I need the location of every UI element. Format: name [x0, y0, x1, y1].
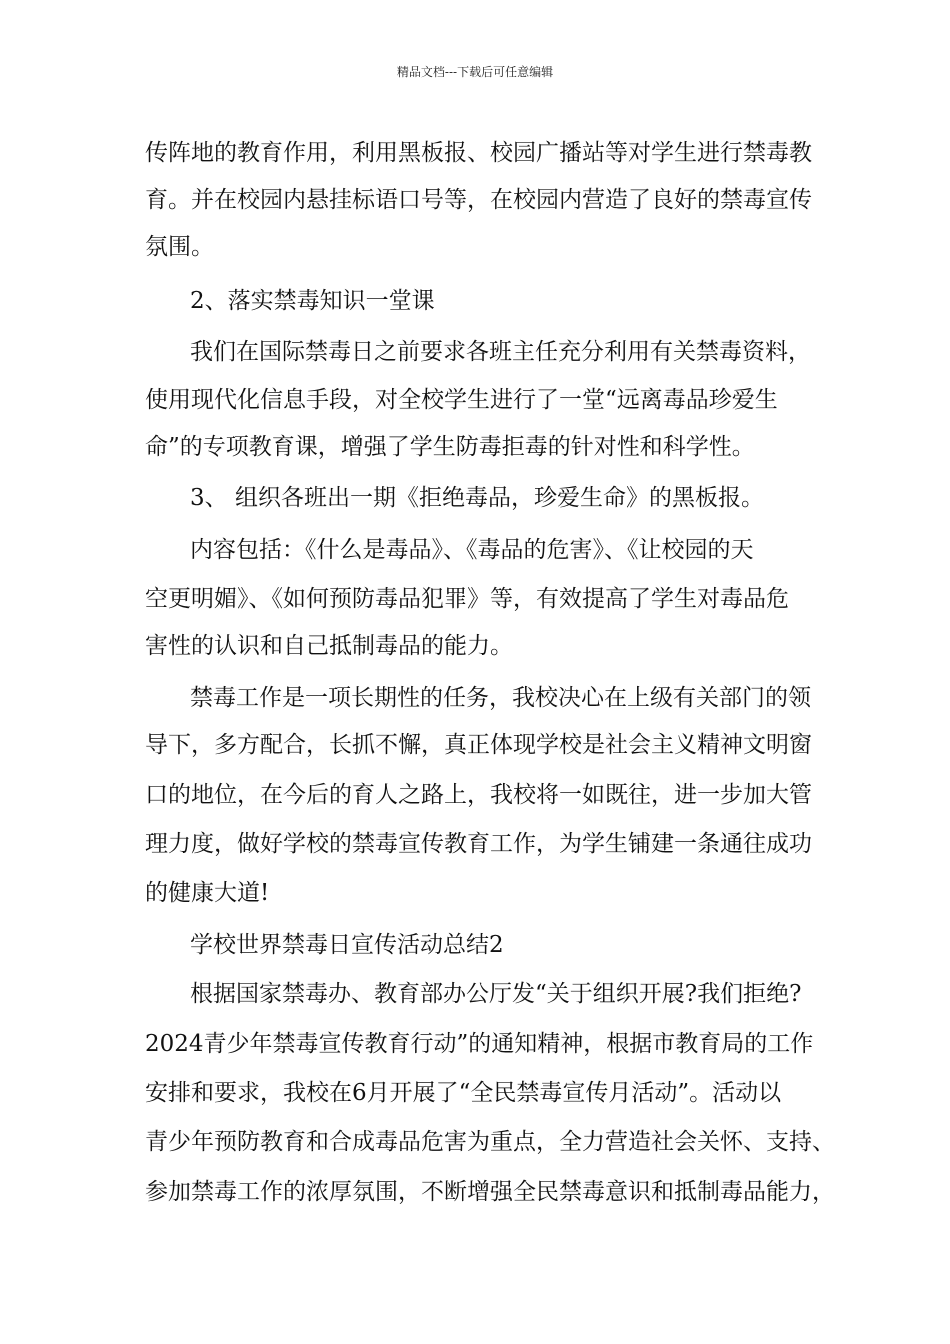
text-line: 根据国家禁毒办、教育部办公厅发“关于组织开展?我们拒绝?	[190, 981, 802, 1007]
text-line: 害性的认识和自己抵制毒品的能力。	[145, 633, 513, 659]
text-line: 内容包括：《什么是毒品》、《毒品的危害》、《让校园的天	[190, 537, 754, 563]
text-line: 口的地位，在今后的育人之路上，我校将一如既往，进一步加大管	[145, 782, 812, 808]
section-heading: 3、 组织各班出一期《拒绝毒品，珍爱生命》的黑板报。	[190, 485, 764, 511]
text-line: 我们在国际禁毒日之前要求各班主任充分利用有关禁毒资料，	[190, 339, 811, 365]
text-line: 的健康大道!	[145, 880, 270, 906]
section-heading: 2、落实禁毒知识一堂课	[190, 288, 435, 314]
text-line: 氛围。	[145, 234, 214, 260]
text-line: 安排和要求，我校在6月开展了“全民禁毒宣传月活动”。活动以	[145, 1080, 782, 1106]
section-title: 学校世界禁毒日宣传活动总结2	[190, 932, 504, 958]
text-line: 导下，多方配合，长抓不懈，真正体现学校是社会主义精神文明窗	[145, 732, 812, 758]
text-line: 使用现代化信息手段，对全校学生进行了一堂“远离毒品珍爱生	[145, 387, 778, 413]
text-line: 2024青少年禁毒宣传教育行动”的通知精神，根据市教育局的工作	[145, 1031, 814, 1057]
text-line: 空更明媚》、《如何预防毒品犯罪》等，有效提高了学生对毒品危	[145, 586, 789, 612]
text-line: 参加禁毒工作的浓厚氛围，不断增强全民禁毒意识和抵制毒品能力，	[145, 1179, 835, 1205]
text-line: 青少年预防教育和合成毒品危害为重点，全力营造社会关怀、支持、	[145, 1129, 835, 1155]
text-line: 育。并在校园内悬挂标语口号等，在校园内营造了良好的禁毒宣传	[145, 187, 812, 213]
text-line: 传阵地的教育作用，利用黑板报、校园广播站等对学生进行禁毒教	[145, 140, 812, 166]
text-line: 理力度，做好学校的禁毒宣传教育工作，为学生铺建一条通往成功	[145, 831, 812, 857]
page-header: 精品文档---下载后可任意编辑	[396, 65, 554, 79]
text-line: 禁毒工作是一项长期性的任务，我校决心在上级有关部门的领	[190, 685, 811, 711]
text-line: 命”的专项教育课，增强了学生防毒拒毒的针对性和科学性。	[145, 434, 755, 460]
